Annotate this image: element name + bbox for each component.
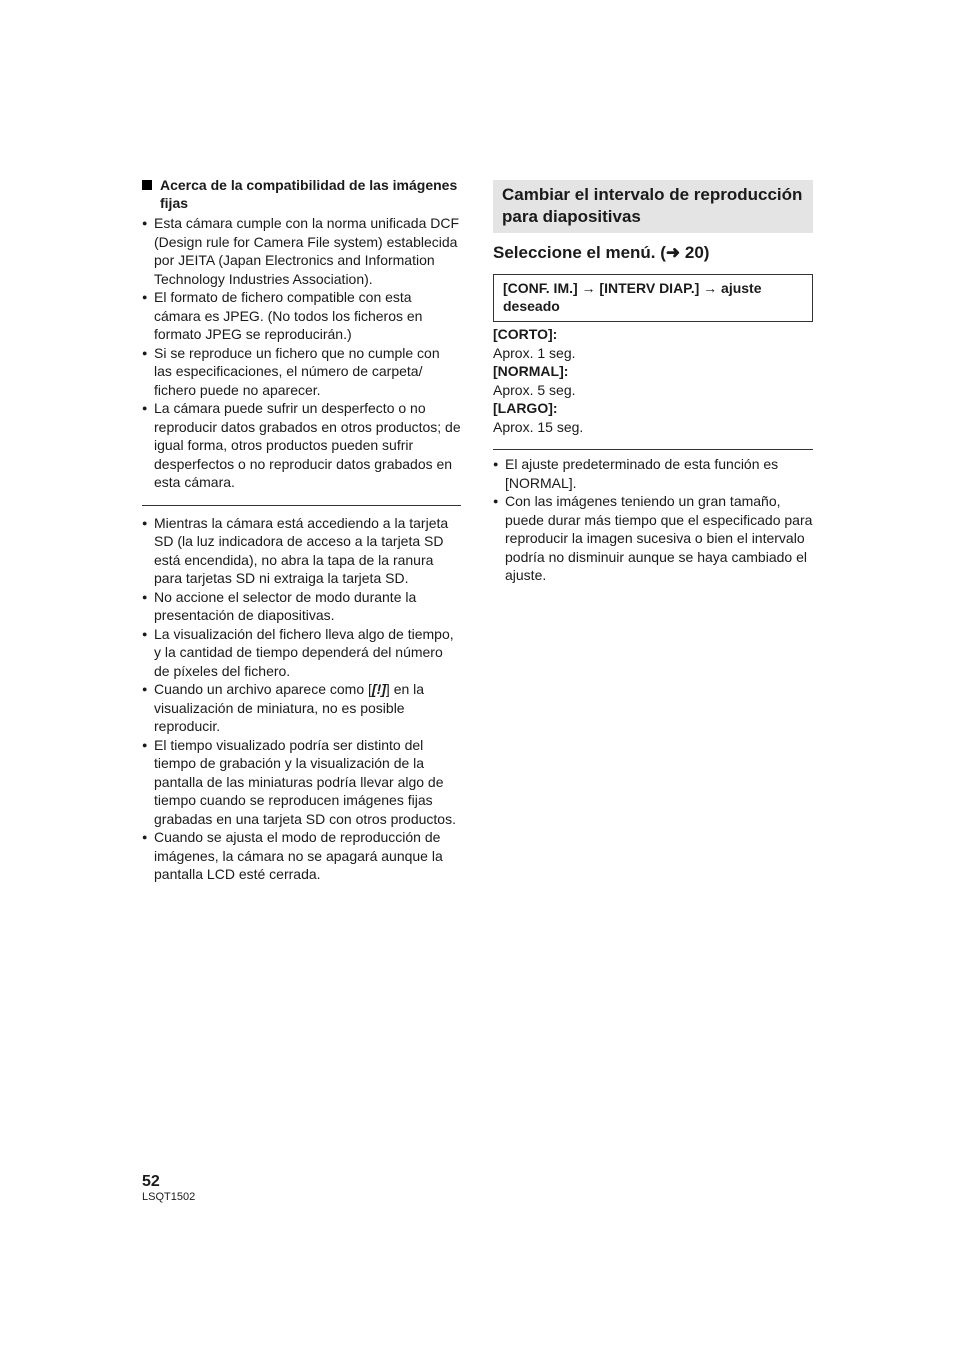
- left-column: [142, 176, 461, 884]
- option-value: Aprox. 15 seg.: [493, 418, 584, 435]
- list-item-with-icon: ● Cuando un archivo aparece como [[!]] en la visualización de miniatura, no es posible reproducir.: [142, 680, 461, 736]
- option-label: [NORMAL]:: [493, 363, 569, 379]
- option-label: [CORTO]:: [493, 326, 558, 342]
- list-item: ● El tiempo visualizado podría ser distinto del tiempo de grabación y la visualización de la pantalla de las miniaturas podría llevar algo de tiempo cuando se reproducen imágenes fijas grabadas en una tarjeta SD con otros productos.: [142, 736, 461, 829]
- page-number: 52: [142, 1173, 160, 1190]
- section-title: Cambiar el intervalo de reproducción para diapositivas: [493, 180, 813, 233]
- option-label: [LARGO]:: [493, 400, 558, 416]
- option-value: Aprox. 1 seg.: [493, 344, 576, 361]
- compat-bullet-list: [142, 214, 461, 492]
- square-bullet-icon: [142, 180, 152, 190]
- list-item: ● No accione el selector de modo durante la presentación de diapositivas.: [142, 588, 461, 625]
- list-item: ● El ajuste predeterminado de esta función es [NORMAL].: [493, 455, 813, 492]
- list-item: ● Si se reproduce un fichero que no cumple con las especificaciones, el número de carpeta/ fichero puede no aparecer.: [142, 344, 461, 400]
- right-column: [493, 180, 813, 585]
- list-item: ● El formato de fichero compatible con esta cámara es JPEG. (No todos los ficheros en formato JPEG se reproducirán.): [142, 288, 461, 344]
- divider: [493, 449, 813, 450]
- divider: [142, 505, 461, 506]
- menu-path-box: [CONF. IM.] → [INTERV DIAP.] → ajuste deseado: [493, 274, 813, 322]
- list-item: ● Con las imágenes teniendo un gran tamaño, puede durar más tiempo que el especificado para reproducir la imagen sucesiva o bien el intervalo podría no disminuir aunque se haya cambiado el ajuste.: [493, 492, 813, 585]
- model-code: LSQT1502: [142, 1191, 196, 1203]
- interval-notes-list: [493, 455, 813, 585]
- list-item: ● La visualización del fichero lleva algo de tiempo, y la cantidad de tiempo dependerá del número de píxeles del fichero.: [142, 625, 461, 681]
- select-menu-instruction: Seleccione el menú. (➜ 20): [493, 243, 710, 262]
- compat-section-title: Acerca de la compatibilidad de las imágenes fijas: [160, 177, 458, 211]
- compat-section-heading: [142, 176, 461, 212]
- unplayable-file-icon: [!]: [371, 681, 386, 697]
- interval-options: [493, 325, 813, 436]
- notes-bullet-list: [142, 514, 461, 884]
- list-item: ● Esta cámara cumple con la norma unificada DCF (Design rule for Camera File system) establecida por JEITA (Japan Electronics and Information Technology Industries Association).: [142, 214, 461, 288]
- list-item: ● Mientras la cámara está accediendo a la tarjeta SD (la luz indicadora de acceso a la tarjeta SD está encendida), no abra la tapa de la ranura para tarjetas SD ni extraiga la tarjeta SD.: [142, 514, 461, 588]
- option-value: Aprox. 5 seg.: [493, 381, 576, 398]
- list-item: ● Cuando se ajusta el modo de reproducción de imágenes, la cámara no se apagará aunque la pantalla LCD esté cerrada.: [142, 828, 461, 884]
- list-item: ● La cámara puede sufrir un desperfecto o no reproducir datos grabados en otros productos; de igual forma, otros productos pueden sufrir desperfectos o no reproducir datos grabados en esta cámara.: [142, 399, 461, 492]
